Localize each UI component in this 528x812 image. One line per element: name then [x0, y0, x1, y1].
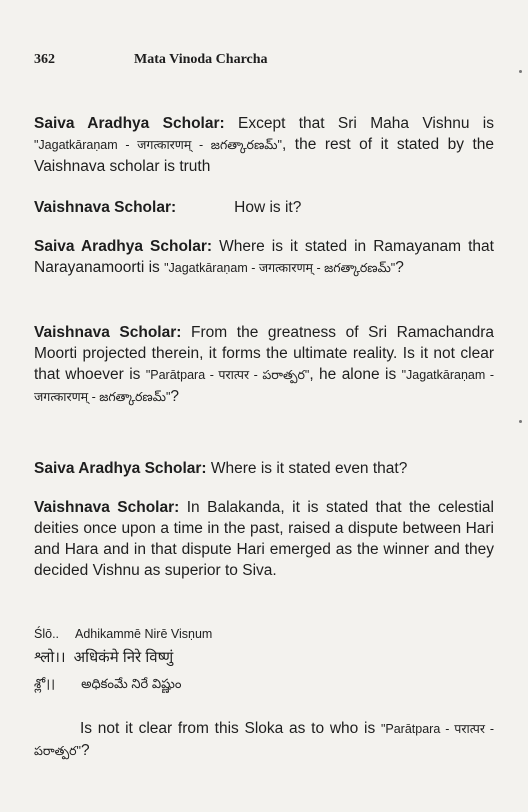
page-header [34, 52, 494, 72]
sloka-prefix: Ślō.. [34, 627, 60, 641]
sloka-text: अधिकंमे निरे विष्णुं [73, 649, 174, 666]
sloka-prefix: శ్లో।। [34, 676, 56, 691]
multiscript-term: "Jagatkāraṇam - जगत्कारणम् - జగత్కారణమ్" [34, 138, 282, 152]
dialogue-text: ? [170, 388, 180, 405]
multiscript-term: "Jagatkāraṇam - जगत्कारणम् - జగత్కారణమ్" [164, 261, 396, 275]
sloka-text: Adhikammē Nirē Visṇum [75, 627, 213, 641]
dialogue-text: How is it? [234, 199, 302, 216]
speaker-label: Saiva Aradhya Scholar: [34, 238, 213, 255]
dialogue-paragraph [34, 113, 494, 177]
dialogue-text: ? [81, 742, 90, 759]
dialogue-text: Is not it clear from this Sloka as to who is [80, 720, 381, 737]
running-title: Mata Vinoda Charcha [134, 52, 268, 67]
dialogue-text: Where is it stated even that? [206, 460, 408, 477]
speaker-label: Vaishnava Scholar: [34, 324, 182, 341]
dialogue-text: , the rest of it stated by the Vaishnava scholar is truth [34, 136, 494, 175]
dialogue-paragraph [34, 197, 494, 218]
dialogue-paragraph [34, 322, 494, 408]
closing-paragraph [34, 718, 494, 762]
sloka-text: అధికంమే నిరే విష్ణుం [81, 676, 182, 691]
margin-mark [519, 420, 522, 423]
dialogue-paragraph [34, 458, 494, 479]
dialogue-text: From the greatness of Sri Ramachandra Moorti projected therein, it forms the ultimate reality. Is it not clear that whoever is [34, 324, 494, 383]
dialogue-text: In Balakanda, it is stated that the celestial deities once upon a time in the past, raised a dispute between Hari and Hara and in that dispute Hari emerged as the winner and they decided Vishnu as superior to Siva. [34, 499, 494, 579]
sloka-line-transliteration [34, 624, 212, 644]
sloka-prefix: श्लो।। [34, 649, 66, 666]
dialogue-paragraph [34, 236, 494, 279]
sloka-line-telugu [34, 674, 181, 694]
page-number: 362 [34, 52, 55, 67]
multiscript-term: "Parātpara - परात्पर - పరాత్పర" [34, 722, 495, 758]
dialogue-text: ? [395, 259, 404, 276]
speaker-label: Vaishnava Scholar: [34, 499, 180, 516]
speaker-label: Saiva Aradhya Scholar: [34, 460, 207, 477]
dialogue-text: Where is it stated in Ramayanam that Narayanamoorti is [34, 238, 494, 276]
multiscript-term: "Parātpara - परात्पर - పరాత్పర" [145, 368, 310, 382]
dialogue-text: , he alone is [309, 366, 402, 383]
dialogue-text: Except that Sri Maha Vishnu is [224, 115, 494, 132]
sloka-line-devanagari [34, 648, 173, 668]
margin-mark [519, 70, 522, 73]
speaker-label: Vaishnava Scholar: [34, 199, 177, 216]
dialogue-paragraph [34, 497, 494, 581]
speaker-label: Saiva Aradhya Scholar: [34, 115, 225, 132]
multiscript-term: "Jagatkāraṇam - जगत्कारणम् - జగత్కారణమ్" [34, 368, 494, 404]
